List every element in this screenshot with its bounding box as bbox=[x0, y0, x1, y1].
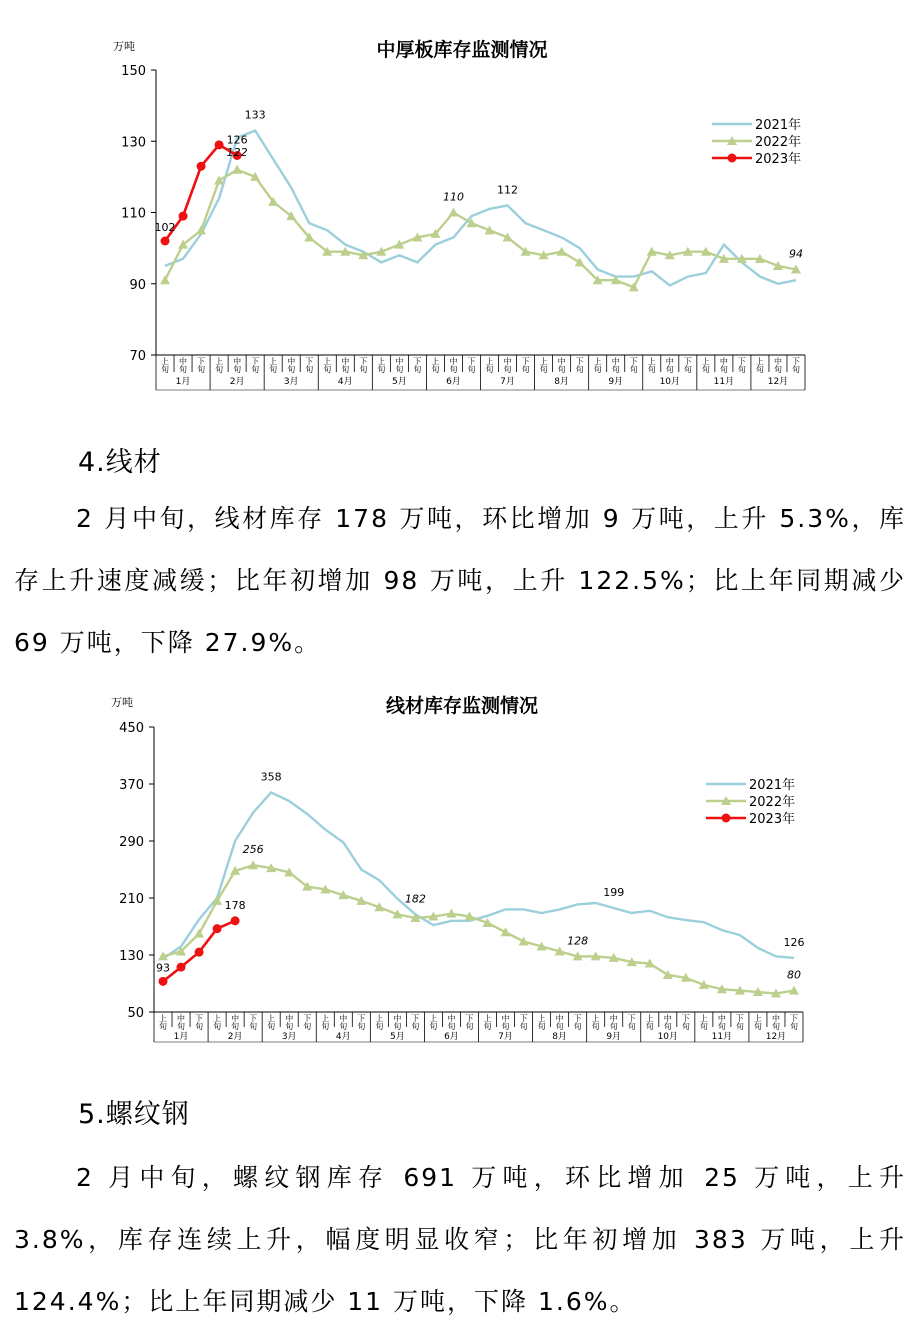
x-period-label: 上旬 bbox=[375, 1014, 384, 1031]
data-label: 133 bbox=[244, 108, 266, 122]
x-period-label: 上旬 bbox=[699, 1014, 708, 1031]
x-period-label: 中旬 bbox=[611, 357, 620, 374]
x-period-label: 上旬 bbox=[269, 357, 278, 374]
x-month-label: 7月 bbox=[500, 377, 515, 387]
legend-marker bbox=[728, 154, 737, 163]
x-period-label: 上旬 bbox=[647, 357, 656, 374]
x-period-label: 上旬 bbox=[323, 357, 332, 374]
x-period-label: 中旬 bbox=[339, 1014, 348, 1031]
x-period-label: 下旬 bbox=[627, 1014, 636, 1031]
x-period-label: 上旬 bbox=[431, 357, 440, 374]
x-period-label: 中旬 bbox=[395, 357, 404, 374]
x-period-label: 下旬 bbox=[357, 1014, 366, 1031]
y-tick-label: 370 bbox=[119, 778, 144, 793]
x-period-label: 中旬 bbox=[557, 357, 566, 374]
x-period-label: 中旬 bbox=[503, 357, 512, 374]
x-period-label: 下旬 bbox=[359, 357, 368, 374]
x-period-label: 下旬 bbox=[575, 357, 584, 374]
x-period-label: 上旬 bbox=[213, 1014, 222, 1031]
x-month-label: 3月 bbox=[281, 1032, 297, 1042]
x-period-label: 上旬 bbox=[755, 357, 764, 374]
x-period-label: 中旬 bbox=[341, 357, 350, 374]
x-month-label: 2月 bbox=[229, 377, 245, 387]
y-axis-unit: 万吨 bbox=[111, 696, 133, 709]
y-tick-label: 130 bbox=[119, 949, 144, 964]
x-period-label: 上旬 bbox=[591, 1014, 600, 1031]
legend-label: 2021年 bbox=[749, 778, 796, 793]
x-month-label: 6月 bbox=[446, 377, 461, 387]
y-axis-unit: 万吨 bbox=[113, 40, 135, 53]
x-month-label: 1月 bbox=[173, 1032, 189, 1042]
x-month-label: 12月 bbox=[767, 377, 789, 387]
data-point-circle bbox=[231, 916, 240, 925]
series-line bbox=[165, 170, 796, 287]
y-tick-label: 210 bbox=[119, 892, 144, 907]
section-paragraph-wire: 2 月中旬，线材库存 178 万吨，环比增加 9 万吨，上升 5.3%，库存上升速度减缓；比年初增加 98 万吨，上升 122.5%；比上年同期减少 69 万吨，下降 27.9%。 bbox=[14, 504, 906, 657]
x-period-label: 上旬 bbox=[429, 1014, 438, 1031]
data-label: 182 bbox=[404, 892, 426, 906]
x-month-label: 10月 bbox=[657, 1032, 679, 1042]
x-month-label: 4月 bbox=[337, 377, 353, 387]
x-period-label: 下旬 bbox=[249, 1014, 258, 1031]
data-label: 126 bbox=[783, 935, 805, 949]
x-month-label: 8月 bbox=[554, 377, 569, 387]
x-period-label: 下旬 bbox=[683, 357, 692, 374]
y-tick-label: 150 bbox=[121, 64, 146, 79]
x-period-label: 中旬 bbox=[609, 1014, 618, 1031]
data-point-circle bbox=[213, 924, 222, 933]
x-period-label: 上旬 bbox=[593, 357, 602, 374]
x-month-label: 12月 bbox=[765, 1032, 787, 1042]
x-period-label: 中旬 bbox=[555, 1014, 564, 1031]
x-period-label: 下旬 bbox=[303, 1014, 312, 1031]
x-month-label: 3月 bbox=[283, 377, 299, 387]
data-label: 94 bbox=[788, 247, 803, 261]
x-period-label: 中旬 bbox=[393, 1014, 402, 1031]
x-period-label: 上旬 bbox=[215, 357, 224, 374]
x-period-label: 上旬 bbox=[377, 357, 386, 374]
x-month-label: 7月 bbox=[498, 1032, 513, 1042]
legend-label: 2022年 bbox=[755, 135, 802, 150]
x-period-label: 中旬 bbox=[665, 357, 674, 374]
data-label: 178 bbox=[224, 898, 246, 912]
x-period-label: 中旬 bbox=[233, 357, 242, 374]
x-period-label: 下旬 bbox=[305, 357, 314, 374]
x-period-label: 中旬 bbox=[663, 1014, 672, 1031]
y-tick-label: 110 bbox=[121, 206, 146, 222]
x-month-label: 8月 bbox=[552, 1032, 567, 1042]
x-period-label: 中旬 bbox=[447, 1014, 456, 1031]
x-period-label: 中旬 bbox=[285, 1014, 294, 1031]
x-period-label: 下旬 bbox=[573, 1014, 582, 1031]
data-point-triangle bbox=[214, 175, 224, 184]
x-period-label: 下旬 bbox=[737, 357, 746, 374]
plate-inventory-chart bbox=[0, 0, 912, 420]
section-heading-wire: 4.线材 bbox=[78, 447, 162, 478]
x-period-label: 上旬 bbox=[267, 1014, 276, 1031]
x-month-label: 11月 bbox=[711, 1032, 733, 1042]
legend-label: 2023年 bbox=[749, 812, 796, 827]
data-label: 110 bbox=[442, 190, 464, 204]
data-label: 199 bbox=[603, 885, 625, 899]
series-line bbox=[163, 865, 794, 993]
chart-title: 线材库存监测情况 bbox=[385, 695, 539, 717]
x-period-label: 中旬 bbox=[231, 1014, 240, 1031]
data-label: 122 bbox=[226, 145, 248, 159]
x-period-label: 下旬 bbox=[465, 1014, 474, 1031]
y-tick-label: 90 bbox=[129, 277, 146, 293]
x-period-label: 中旬 bbox=[717, 1014, 726, 1031]
x-period-label: 上旬 bbox=[753, 1014, 762, 1031]
data-point-circle bbox=[215, 140, 224, 149]
x-month-label: 9月 bbox=[606, 1032, 622, 1042]
y-tick-label: 290 bbox=[119, 835, 144, 850]
data-label: 126 bbox=[226, 133, 248, 147]
y-tick-label: 450 bbox=[119, 721, 144, 736]
x-period-label: 下旬 bbox=[629, 357, 638, 374]
x-period-label: 下旬 bbox=[521, 357, 530, 374]
data-label: 358 bbox=[260, 770, 282, 784]
wire-inventory-chart bbox=[0, 680, 912, 1060]
x-month-label: 11月 bbox=[713, 377, 735, 387]
x-period-label: 上旬 bbox=[159, 1014, 168, 1031]
legend-label: 2021年 bbox=[755, 118, 802, 133]
y-tick-label: 70 bbox=[129, 349, 146, 364]
data-label: 102 bbox=[154, 221, 176, 234]
x-period-label: 下旬 bbox=[197, 357, 206, 374]
data-point-circle bbox=[179, 212, 188, 221]
x-period-label: 中旬 bbox=[449, 357, 458, 374]
x-period-label: 下旬 bbox=[735, 1014, 744, 1031]
x-period-label: 中旬 bbox=[177, 1014, 186, 1031]
x-period-label: 上旬 bbox=[321, 1014, 330, 1031]
data-point-triangle bbox=[575, 257, 585, 266]
series-line bbox=[165, 131, 796, 286]
legend-label: 2022年 bbox=[749, 795, 796, 810]
x-month-label: 1月 bbox=[175, 377, 191, 387]
x-period-label: 中旬 bbox=[771, 1014, 780, 1031]
x-month-label: 5月 bbox=[392, 377, 407, 387]
data-point-circle bbox=[177, 963, 186, 972]
y-tick-label: 130 bbox=[121, 135, 146, 151]
data-point-circle bbox=[159, 977, 168, 986]
data-point-triangle bbox=[160, 275, 170, 284]
x-period-label: 下旬 bbox=[791, 357, 800, 374]
x-period-label: 中旬 bbox=[179, 357, 188, 374]
y-tick-label: 50 bbox=[127, 1006, 144, 1021]
x-period-label: 中旬 bbox=[501, 1014, 510, 1031]
section-paragraph-rebar: 2 月中旬，螺纹钢库存 691 万吨，环比增加 25 万吨，上升 3.8%，库存连续上升，幅度明显收窄；比年初增加 383 万吨，上升 124.4%；比上年同期减少 11 万吨，下降 1.6%。 bbox=[14, 1163, 906, 1316]
x-month-label: 10月 bbox=[659, 377, 681, 387]
series-line bbox=[163, 793, 794, 959]
x-period-label: 下旬 bbox=[195, 1014, 204, 1031]
chart-title: 中厚板库存监测情况 bbox=[376, 39, 548, 61]
legend-label: 2023年 bbox=[755, 152, 802, 167]
data-point-circle bbox=[195, 948, 204, 957]
data-point-triangle bbox=[232, 165, 242, 174]
data-label: 112 bbox=[497, 183, 519, 197]
x-month-label: 5月 bbox=[390, 1032, 405, 1042]
x-period-label: 下旬 bbox=[519, 1014, 528, 1031]
x-period-label: 上旬 bbox=[537, 1014, 546, 1031]
x-period-label: 下旬 bbox=[467, 357, 476, 374]
legend-marker bbox=[722, 814, 731, 823]
section-heading-rebar: 5.螺纹钢 bbox=[78, 1099, 190, 1130]
data-point-circle bbox=[161, 237, 170, 246]
x-period-label: 中旬 bbox=[719, 357, 728, 374]
x-period-label: 中旬 bbox=[773, 357, 782, 374]
x-period-label: 上旬 bbox=[539, 357, 548, 374]
x-month-label: 6月 bbox=[444, 1032, 459, 1042]
x-period-label: 下旬 bbox=[681, 1014, 690, 1031]
x-period-label: 上旬 bbox=[485, 357, 494, 374]
x-period-label: 下旬 bbox=[251, 357, 260, 374]
data-point-triangle bbox=[194, 929, 204, 938]
x-period-label: 下旬 bbox=[411, 1014, 420, 1031]
x-month-label: 4月 bbox=[335, 1032, 351, 1042]
x-period-label: 上旬 bbox=[161, 357, 170, 374]
data-point-triangle bbox=[448, 208, 458, 217]
x-period-label: 中旬 bbox=[287, 357, 296, 374]
x-period-label: 上旬 bbox=[645, 1014, 654, 1031]
x-month-label: 2月 bbox=[227, 1032, 243, 1042]
data-label: 256 bbox=[242, 843, 264, 857]
data-point-circle bbox=[197, 162, 206, 171]
x-month-label: 9月 bbox=[608, 377, 624, 387]
x-period-label: 上旬 bbox=[483, 1014, 492, 1031]
x-period-label: 下旬 bbox=[789, 1014, 798, 1031]
data-label: 128 bbox=[567, 934, 589, 948]
data-label: 93 bbox=[156, 961, 171, 975]
x-period-label: 上旬 bbox=[701, 357, 710, 374]
data-label: 80 bbox=[786, 968, 801, 982]
x-period-label: 下旬 bbox=[413, 357, 422, 374]
